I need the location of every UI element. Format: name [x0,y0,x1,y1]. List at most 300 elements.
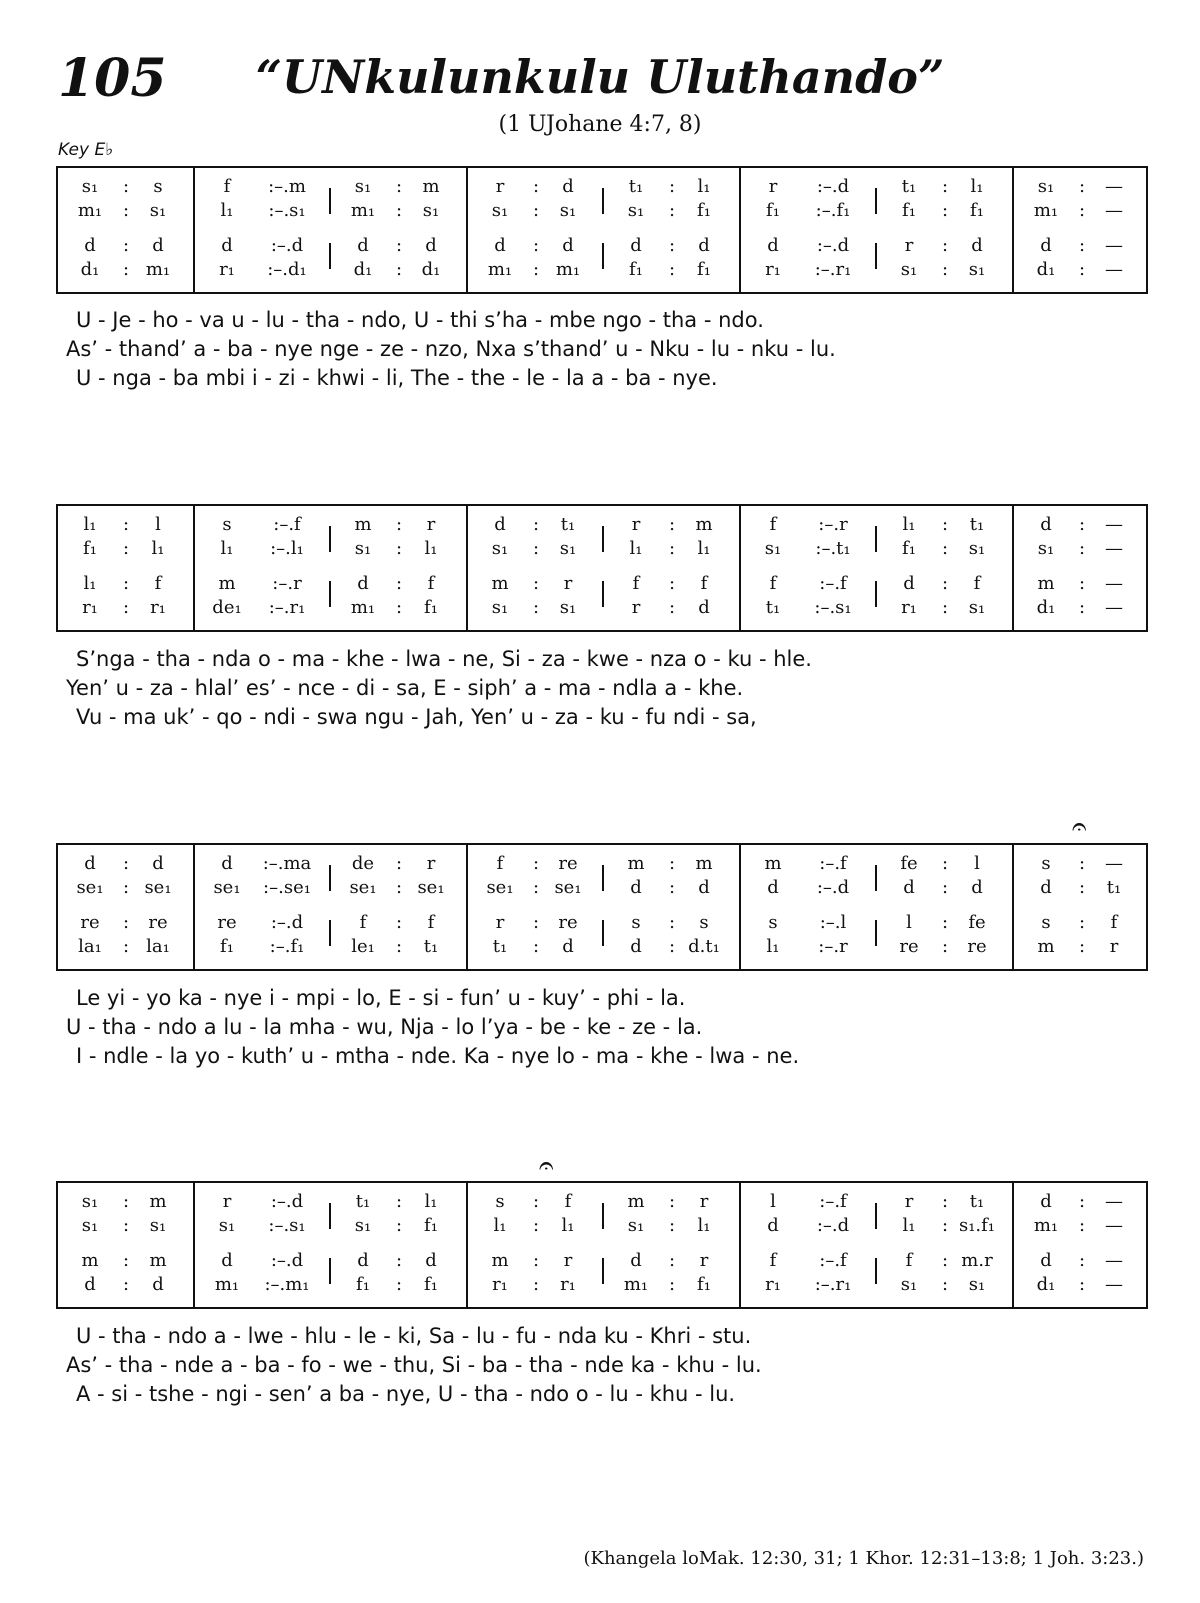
solfa-note: f [427,912,435,933]
solfa-note: de [351,853,375,874]
solfa-note: r [426,853,436,874]
solfa-note: : [668,1191,676,1212]
solfa-note: se₁ [417,877,445,898]
solfa-note: s₁ [81,1191,99,1212]
tenor-line [195,573,332,595]
solfa-note: f₁ [424,597,438,618]
solfa-note: f₁ [970,200,984,221]
solfa-note: m₁ [77,200,103,221]
alto-line [468,200,605,222]
solfa-note: d [152,1274,164,1295]
solfa-note: l₁ [902,1215,916,1236]
solfa-note: :–.d [270,235,304,256]
solfa-note: f₁ [424,1274,438,1295]
alto-line [331,200,468,222]
solfa-note: d [357,1250,369,1271]
solfa-note: m [491,573,509,594]
solfa-note: f [769,1250,777,1271]
solfa-note: r₁ [560,1274,576,1295]
solfa-note: r [768,176,778,197]
soprano-line [58,514,195,536]
solfa-note: l₁ [629,538,643,559]
tenor-line [877,912,1014,934]
soprano-line [1014,514,1151,536]
solfa-note: f [564,1191,572,1212]
solfa-note: se₁ [144,877,172,898]
solfa-note: m [81,1250,99,1271]
soprano-line [195,1191,332,1213]
solfa-note: : [532,200,540,221]
solfa-note: : [668,1274,676,1295]
solfa-note: d [630,877,642,898]
solfa-note: f [905,1250,913,1271]
bass-line [741,1274,878,1296]
lyric-line-verse-2: Yen’ u - za - hlal’ es’ - nce - di - sa, E - siph’ a - ma - ndla a - khe. [66,676,744,700]
solfa-note: se₁ [349,877,377,898]
key-signature: Key E♭ [58,140,114,160]
solfa-note: r₁ [765,1274,781,1295]
measure [331,506,468,630]
soprano-line [331,1191,468,1213]
solfa-note: s₁ [354,1215,372,1236]
solfa-note: : [668,538,676,559]
bass-line [877,936,1014,958]
soprano-line [58,1191,195,1213]
footer-references: (Khangela loMak. 12:30, 31; 1 Khor. 12:31–13:8; 1 Joh. 3:23.) [583,1548,1144,1569]
solfa-note: — [1105,514,1123,535]
solfa-note: : [941,259,949,280]
alto-line [877,538,1014,560]
solfa-note: l [974,853,980,874]
alto-line [1014,200,1151,222]
solfa-note: d [562,936,574,957]
solfa-note: l₁ [902,514,916,535]
solfa-note: m [149,1191,167,1212]
solfa-note: s₁ [1037,538,1055,559]
measure [1014,506,1151,630]
solfa-note: : [1078,853,1086,874]
solfa-note: m₁ [214,1274,240,1295]
solfa-note: m [627,853,645,874]
solfa-note: l [770,1191,776,1212]
bass-line [1014,597,1151,619]
measure [604,845,741,969]
solfa-note: d [152,235,164,256]
measure [1014,168,1151,292]
solfa-note: : [1078,235,1086,256]
solfa-note: d [221,1250,233,1271]
soprano-line [877,176,1014,198]
solfa-note: s₁ [764,538,782,559]
solfa-note: : [941,1215,949,1236]
solfa-note: : [1078,538,1086,559]
measure [468,168,605,292]
solfa-note: : [941,936,949,957]
solfa-note: : [122,912,130,933]
solfa-note: : [122,538,130,559]
solfa-note: :–.f₁ [815,200,851,221]
fermata-icon: 𝄐 [1072,812,1087,842]
solfa-note: d [630,235,642,256]
solfa-note: : [395,235,403,256]
solfa-note: s [631,912,641,933]
solfa-note: m₁ [1033,1215,1059,1236]
solfa-note: — [1105,1274,1123,1295]
soprano-line [331,514,468,536]
solfa-note: s₁ [149,200,167,221]
solfa-note: f₁ [629,259,643,280]
solfa-note: s₁ [491,597,509,618]
solfa-note: d [494,235,506,256]
solfa-note: : [668,912,676,933]
solfa-note: d [84,235,96,256]
soprano-line [604,514,741,536]
solfa-note: :–.d [816,1215,850,1236]
solfa-note: r [495,912,505,933]
measure [468,845,605,969]
solfa-note: : [941,235,949,256]
solfa-note: : [122,1250,130,1271]
alto-line [58,1215,195,1237]
solfa-note: d [84,1274,96,1295]
solfa-note: f [223,176,231,197]
solfa-note: l₁ [151,538,165,559]
solfa-note: d₁ [1036,597,1056,618]
solfa-note: : [122,259,130,280]
solfa-note: — [1105,1250,1123,1271]
solfa-note: r [904,1191,914,1212]
solfa-note: s [699,912,709,933]
tenor-line [741,912,878,934]
solfa-note: :–.m [268,176,306,197]
bass-line [468,597,605,619]
measure [877,168,1014,292]
tenor-line [1014,912,1151,934]
solfa-note: f [769,573,777,594]
solfa-note: s₁ [81,176,99,197]
measure [741,168,878,292]
alto-line [741,200,878,222]
solfa-note: m [1037,936,1055,957]
solfa-note: m [695,514,713,535]
solfa-note: : [668,176,676,197]
solfa-note: d [903,877,915,898]
solfa-note: r [563,1250,573,1271]
solfa-note: :–.d [816,176,850,197]
solfa-note: s₁ [968,597,986,618]
bass-line [195,597,332,619]
alto-line [195,877,332,899]
solfa-note: : [395,853,403,874]
bass-line [468,259,605,281]
solfa-note: — [1105,1191,1123,1212]
solfa-note: : [941,597,949,618]
soprano-line [58,853,195,875]
solfa-note: r [631,597,641,618]
solfa-note: :–.f₁ [269,936,305,957]
solfa-note: s₁ [149,1215,167,1236]
measure [195,845,332,969]
scripture-reference: (1 UJohane 4:7, 8) [498,112,702,137]
solfa-note: :–.d [270,912,304,933]
solfa-note: :–.d [270,1191,304,1212]
alto-line [468,877,605,899]
fermata-icon: 𝄐 [539,1151,554,1181]
soprano-line [1014,853,1151,875]
solfa-note: :–.d [270,1250,304,1271]
solfa-note: : [1078,200,1086,221]
tenor-line [604,235,741,257]
solfa-note: : [941,176,949,197]
solfa-note: l₁ [970,176,984,197]
solfa-note: : [941,538,949,559]
solfa-note: m [695,853,713,874]
solfa-note: s₁ [968,259,986,280]
solfa-note: d₁ [1036,259,1056,280]
solfa-note: — [1105,1215,1123,1236]
tenor-line [195,1250,332,1272]
measure [468,506,605,630]
solfa-note: :–.se₁ [263,877,311,898]
lyric-line-verse-3: A - si - tshe - ngi - sen’ a ba - nye, U - tha - ndo o - lu - khu - lu. [76,1382,736,1406]
alto-line [604,538,741,560]
solfa-note: f₁ [356,1274,370,1295]
solfa-note: :–.r [818,936,848,957]
solfa-note: t₁ [355,1191,371,1212]
bass-line [331,597,468,619]
measure [741,1183,878,1307]
solfa-note: :–.r [272,573,302,594]
solfa-note: se₁ [213,877,241,898]
solfa-note: se₁ [486,877,514,898]
measure [331,1183,468,1307]
solfa-note: m [491,1250,509,1271]
measure [468,1183,605,1307]
alto-line [468,1215,605,1237]
tenor-line [877,1250,1014,1272]
solfa-note: s₁ [422,200,440,221]
solfa-note: : [668,597,676,618]
lyric-line-verse-2: As’ - tha - nde a - ba - fo - we - thu, Si - ba - tha - nde ka - khu - lu. [66,1353,762,1377]
bass-line [195,259,332,281]
solfa-note: d [698,597,710,618]
solfa-note: :–.f [819,1191,847,1212]
solfa-note: la₁ [146,936,170,957]
solfa-note: d [698,877,710,898]
solfa-note: f [496,853,504,874]
solfa-note: :–.f [819,573,847,594]
solfa-note: : [122,597,130,618]
lyric-line-verse-3: Vu - ma uk’ - qo - ndi - swa ngu - Jah, Yen’ u - za - ku - fu ndi - sa, [76,705,757,729]
solfa-note: :–.f [819,853,847,874]
solfa-note: s₁ [968,1274,986,1295]
alto-line [741,1215,878,1237]
solfa-note: : [532,853,540,874]
alto-line [1014,1215,1151,1237]
solfa-note: s [222,514,232,535]
solfa-note: m [149,1250,167,1271]
alto-line [741,538,878,560]
soprano-line [604,176,741,198]
solfa-note: :–.f [273,514,301,535]
solfa-note: : [395,200,403,221]
solfa-note: :–.s₁ [814,597,852,618]
solfa-note: — [1105,235,1123,256]
solfa-note: d [903,573,915,594]
solfa-note: l₁ [424,538,438,559]
solfa-note: s₁ [627,1215,645,1236]
solfa-note: : [532,538,540,559]
solfa-note: d [1040,1250,1052,1271]
solfa-note: : [532,1191,540,1212]
soprano-line [741,1191,878,1213]
solfa-note: f [700,573,708,594]
soprano-line [877,1191,1014,1213]
measure [58,1183,195,1307]
solfa-note: re [558,912,578,933]
solfa-note: : [395,597,403,618]
alto-line [741,877,878,899]
measure [58,168,195,292]
bass-line [58,1274,195,1296]
soprano-line [877,514,1014,536]
solfa-note: : [122,1215,130,1236]
solfa-note: : [1078,1274,1086,1295]
solfa-note: : [395,538,403,559]
solfa-note: r₁ [219,259,235,280]
solfa-note: : [941,1274,949,1295]
alto-line [58,200,195,222]
solfa-note: : [395,573,403,594]
measure [604,1183,741,1307]
soprano-line [468,514,605,536]
solfa-note: l₁ [220,538,234,559]
solfa-note: m [422,176,440,197]
bass-line [1014,1274,1151,1296]
solfa-note: : [1078,936,1086,957]
solfa-note: :–.d [816,235,850,256]
solfa-note: f [973,573,981,594]
solfa-note: — [1105,573,1123,594]
solfa-note: f [154,573,162,594]
solfa-note: m₁ [555,259,581,280]
solfa-note: d [767,235,779,256]
solfa-note: : [532,912,540,933]
solfa-note: d₁ [1036,1274,1056,1295]
bass-line [195,1274,332,1296]
alto-line [331,877,468,899]
solfa-note: d [425,1250,437,1271]
solfa-note: : [941,514,949,535]
solfa-note: l₁ [561,1215,575,1236]
solfa-note: : [668,573,676,594]
bass-line [877,259,1014,281]
solfa-note: : [395,1274,403,1295]
lyric-line-verse-2: As’ - thand’ a - ba - nye nge - ze - nzo, Nxa s’thand’ u - Nku - lu - nku - lu. [66,337,836,361]
tenor-line [195,235,332,257]
alto-line [604,1215,741,1237]
solfa-note: f₁ [697,200,711,221]
soprano-line [604,853,741,875]
solfa-note: f₁ [766,200,780,221]
solfa-note: : [532,235,540,256]
solfa-note: :–.d [816,877,850,898]
lyric-line-verse-1: U - Je - ho - va u - lu - tha - ndo, U - thi s’ha - mbe ngo - tha - ndo. [76,308,764,332]
solfa-note: d [630,936,642,957]
hymn-number: 105 [58,48,167,109]
solfa-note: :–.f [819,1250,847,1271]
solfa-note: m₁ [1033,200,1059,221]
solfa-note: s₁ [491,538,509,559]
alto-line [58,877,195,899]
tenor-line [741,1250,878,1272]
solfa-note: r [631,514,641,535]
solfa-note: : [122,235,130,256]
solfa-note: : [532,259,540,280]
solfa-note: : [668,877,676,898]
solfa-note: l₁ [83,514,97,535]
solfa-note: s₁ [900,1274,918,1295]
soprano-line [468,1191,605,1213]
lyric-line-verse-3: I - ndle - la yo - kuth’ u - mtha - nde. Ka - nye lo - ma - khe - lwa - ne. [76,1044,800,1068]
solfa-note: r [426,514,436,535]
solfa-note: s₁ [900,259,918,280]
measure [195,506,332,630]
measure [877,506,1014,630]
solfa-note: f₁ [424,1215,438,1236]
solfa-note: t₁ [492,936,508,957]
solfa-note: re [148,912,168,933]
lyric-line-verse-1: Le yi - yo ka - nye i - mpi - lo, E - si - fun’ u - kuy’ - phi - la. [76,986,686,1010]
solfa-note: :–.l₁ [270,538,304,559]
solfa-note: : [1078,597,1086,618]
solfa-note: d [1040,235,1052,256]
tenor-line [58,235,195,257]
solfa-note: : [1078,1215,1086,1236]
solfa-note: : [532,573,540,594]
solfa-note: d [767,1215,779,1236]
measure [877,1183,1014,1307]
soprano-line [1014,1191,1151,1213]
soprano-line [468,176,605,198]
solfa-note: : [668,1250,676,1271]
bass-line [468,1274,605,1296]
solfa-note: m [627,1191,645,1212]
bass-line [604,597,741,619]
lyrics-block [56,645,1148,732]
tenor-line [58,573,195,595]
solfa-note: d [152,853,164,874]
measure [58,506,195,630]
solfa-note: d.t₁ [688,936,720,957]
solfa-note: fe [968,912,986,933]
solfa-note: s₁ [491,200,509,221]
solfa-note: :–.r₁ [268,597,306,618]
solfa-note: f [1110,912,1118,933]
solfa-note: — [1105,176,1123,197]
solfa-note: : [532,176,540,197]
tenor-line [468,573,605,595]
solfa-note: d [971,235,983,256]
bass-line [331,259,468,281]
solfa-note: t₁ [901,176,917,197]
solfa-note: d [1040,514,1052,535]
solfa-note: re [967,936,987,957]
solfa-note: : [532,877,540,898]
tenor-line [331,912,468,934]
bass-line [1014,259,1151,281]
solfa-note: m₁ [487,259,513,280]
